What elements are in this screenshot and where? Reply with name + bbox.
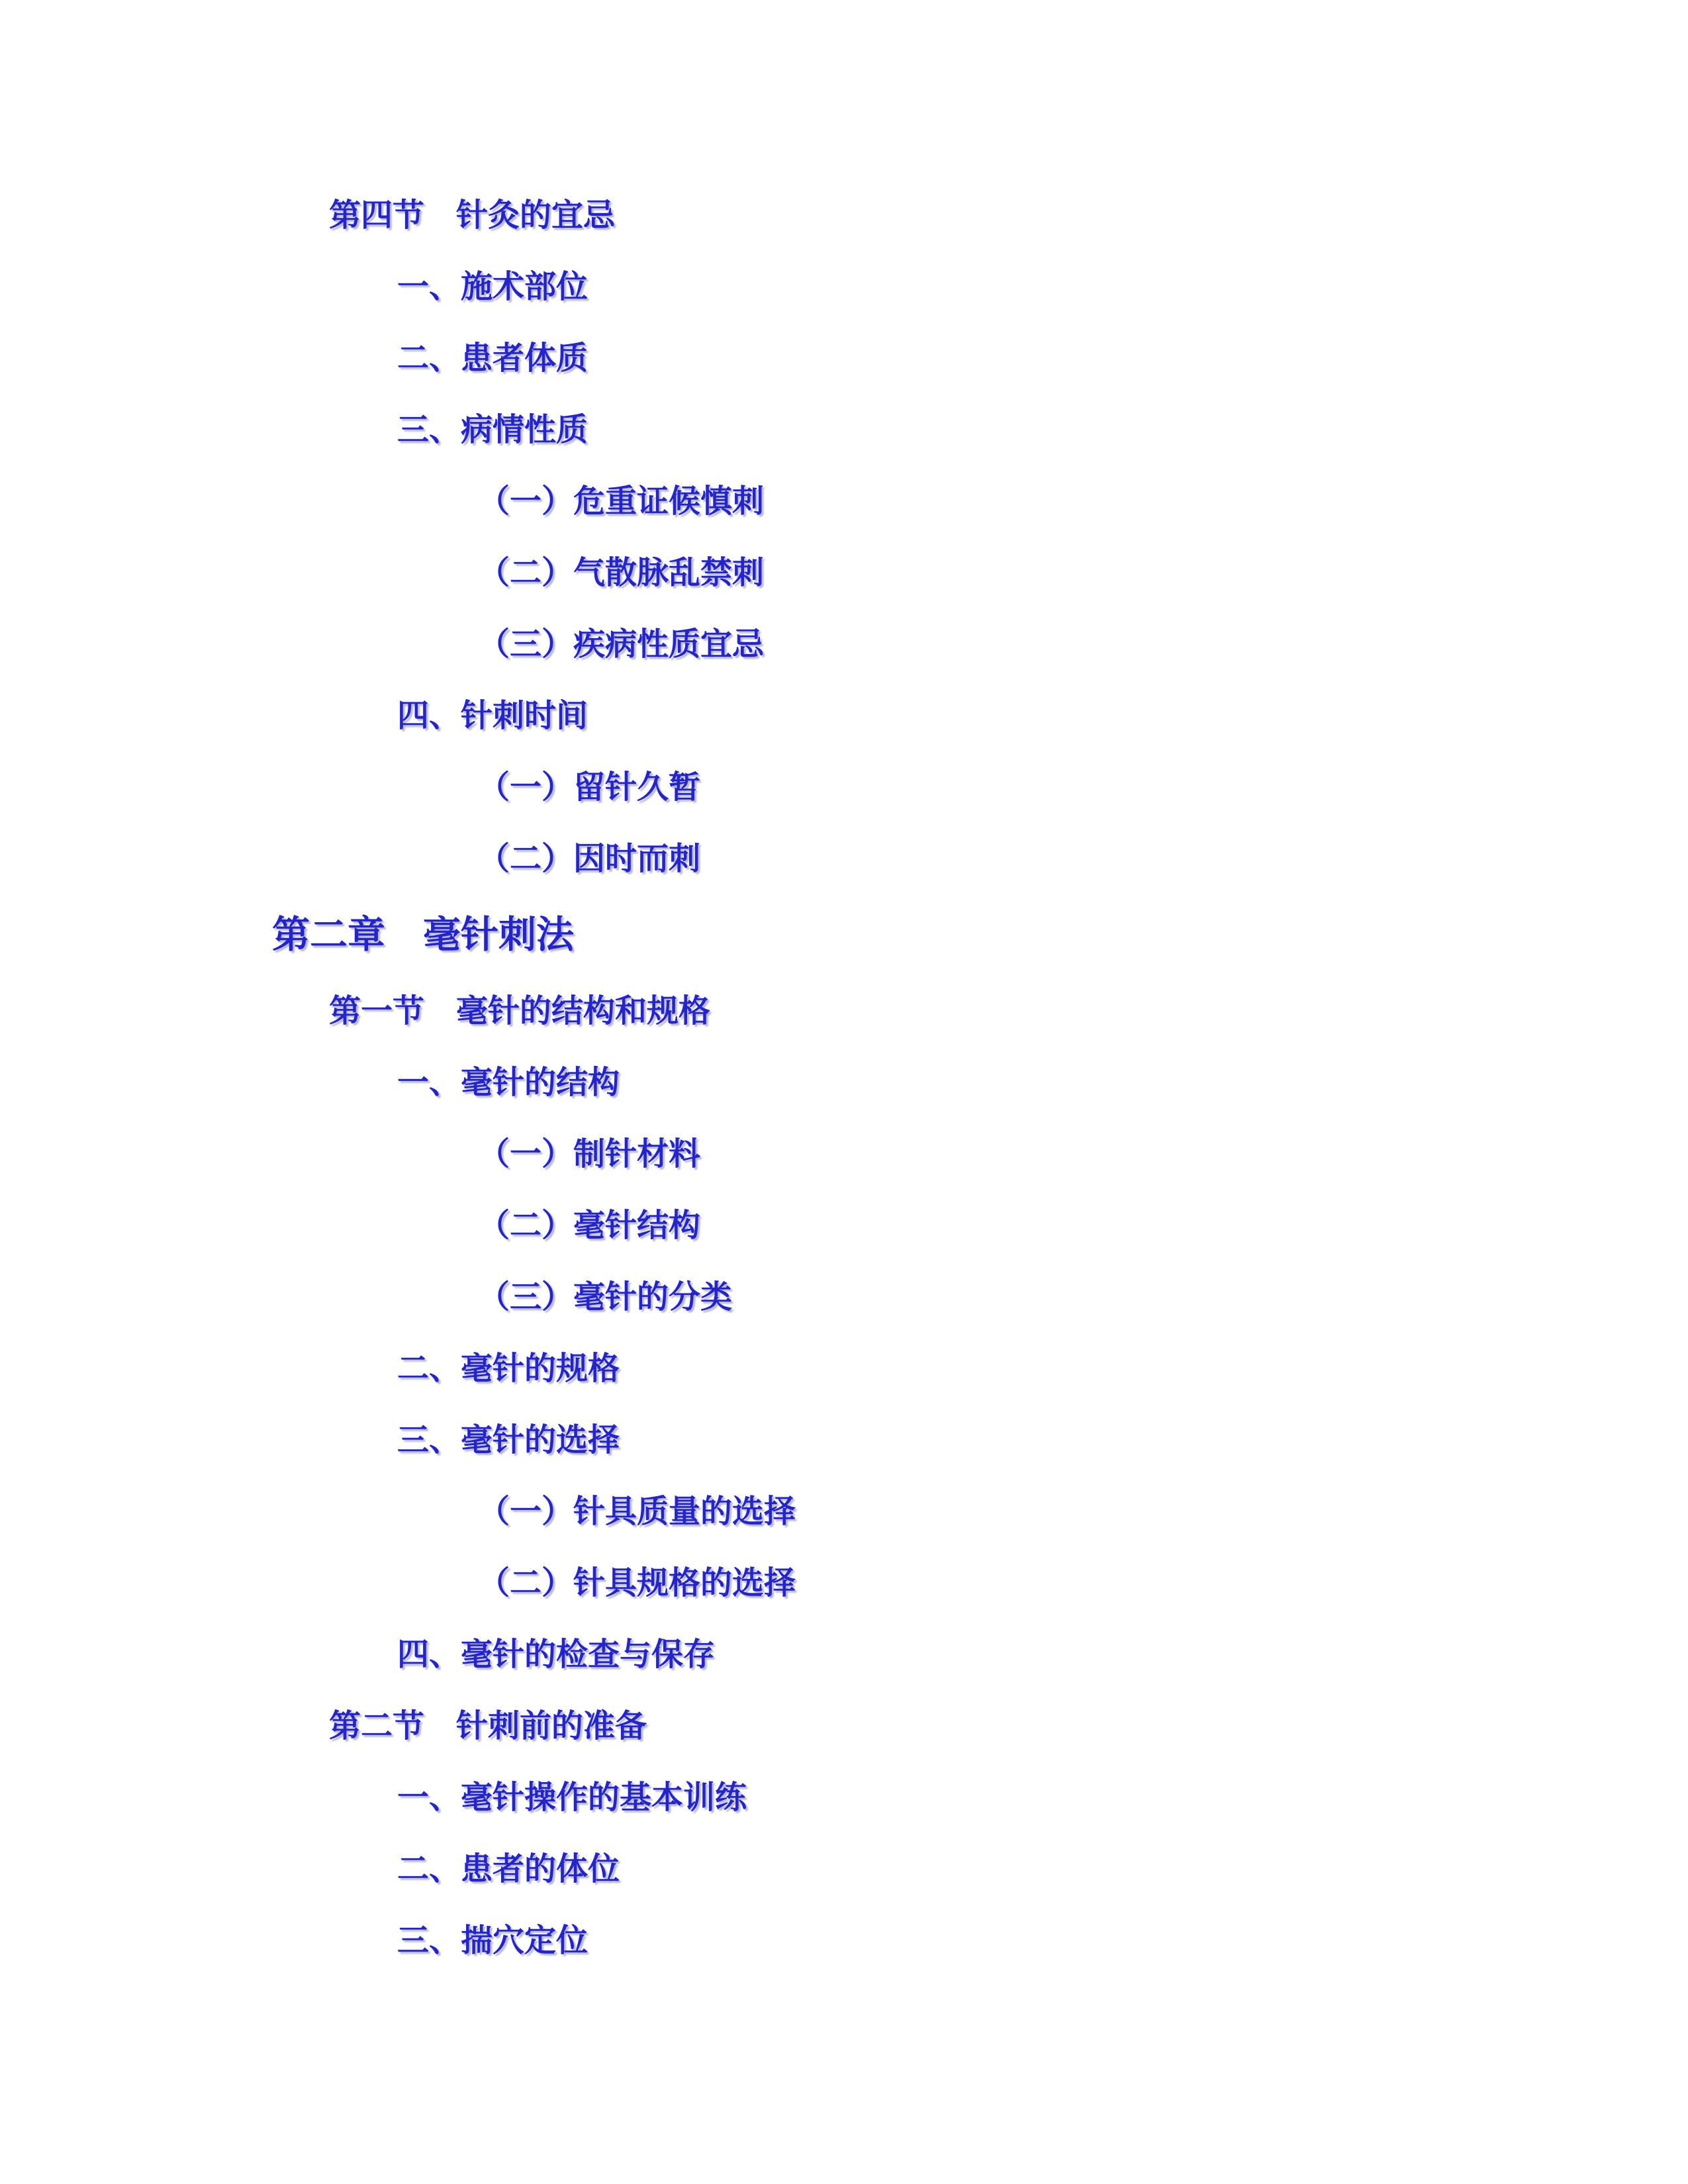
toc-entry-item: 四、针刺时间	[397, 698, 588, 734]
toc-entry-section: 第一节 毫针的结构和规格	[329, 994, 711, 1029]
toc-entry-item: 三、揣穴定位	[397, 1923, 588, 1958]
toc-entry-section: 第四节 针灸的宜忌	[329, 198, 616, 233]
toc-entry-item: 一、施术部位	[397, 269, 588, 305]
toc-entry-subitem: （三）疾病性质宜忌	[478, 627, 765, 662]
toc-entry-subitem: （二）气散脉乱禁刺	[478, 555, 765, 591]
toc-entry-item: 三、病情性质	[397, 412, 588, 448]
toc-entry-item: 一、毫针的结构	[397, 1065, 620, 1100]
toc-entry-subitem: （二）因时而刺	[478, 841, 701, 877]
toc-entry-subitem: （一）针具质量的选择	[478, 1494, 796, 1529]
toc-entry-item: 二、毫针的规格	[397, 1351, 620, 1386]
toc-entry-subitem: （一）危重证候慎刺	[478, 484, 765, 519]
toc-entry-subitem: （一）留针久暂	[478, 770, 701, 805]
toc-entry-item: 二、患者的体位	[397, 1852, 620, 1887]
toc-entry-section: 第二节 针刺前的准备	[329, 1709, 647, 1744]
toc-entry-subitem: （三）毫针的分类	[478, 1280, 733, 1315]
toc-entry-chapter: 第二章 毫针刺法	[272, 914, 574, 956]
toc-entry-item: 三、毫针的选择	[397, 1423, 620, 1458]
toc-entry-item: 一、毫针操作的基本训练	[397, 1780, 747, 1815]
toc-entry-subitem: （二）毫针结构	[478, 1208, 701, 1243]
toc-entry-subitem: （二）针具规格的选择	[478, 1566, 796, 1601]
toc-entry-item: 二、患者体质	[397, 341, 588, 376]
toc-entry-subitem: （一）制针材料	[478, 1137, 701, 1172]
toc-entry-item: 四、毫针的检查与保存	[397, 1637, 716, 1672]
